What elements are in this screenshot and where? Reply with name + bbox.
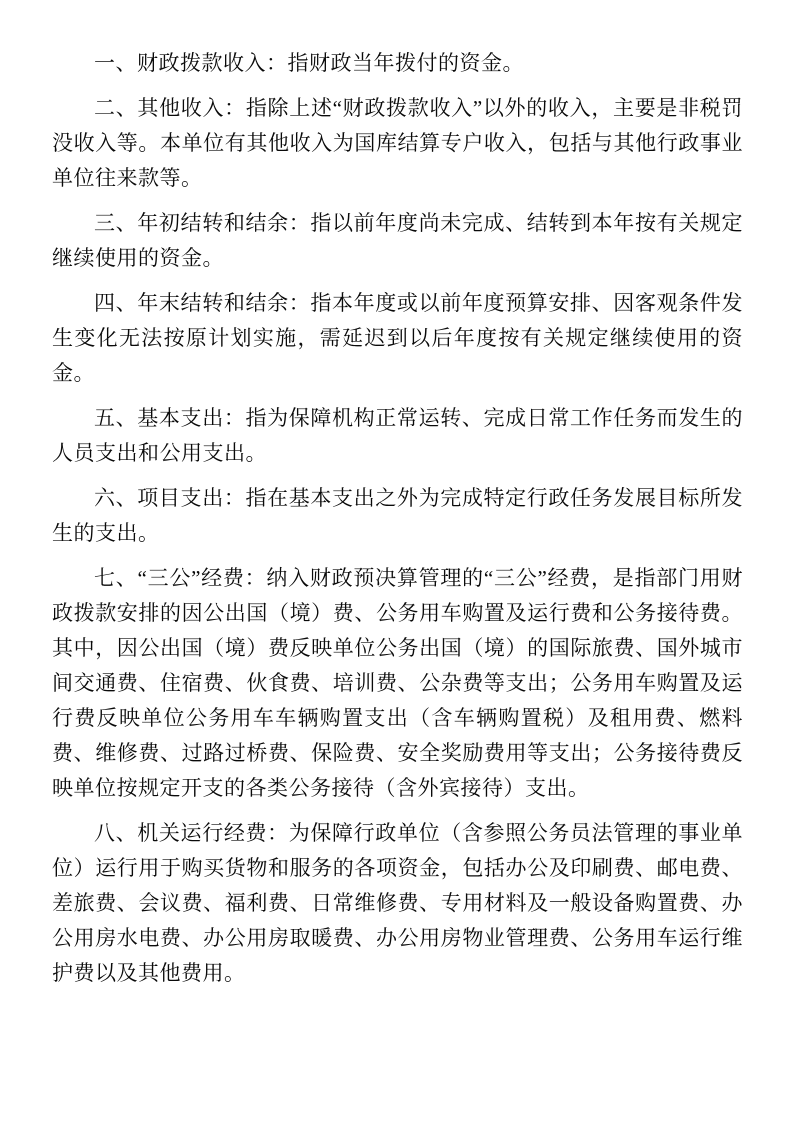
paragraph-agency-operating-funds: 八、机关运行经费：为保障行政单位（含参照公务员法管理的事业单位）运行用于购买货物和服务的各项资金，包括办公及印刷费、邮电费、差旅费、会议费、福利费、日常维修费、专用材料及一般设备购置费、办公用房水电费、办公用房取暖费、办公用房物业管理费、公务用车运行维护费以及其他费用。 <box>52 821 743 985</box>
paragraph-project-expenditure: 六、项目支出：指在基本支出之外为完成特定行政任务发展目标所发生的支出。 <box>52 486 743 545</box>
paragraph-carryover-beginning-of-year: 三、年初结转和结余：指以前年度尚未完成、结转到本年按有关规定继续使用的资金。 <box>52 211 743 270</box>
paragraph-fiscal-appropriation-income: 一、财政拨款收入：指财政当年拨付的资金。 <box>94 51 524 75</box>
paragraph-three-public-funds: 七、“三公”经费：纳入财政预决算管理的“三公”经费，是指部门用财政拨款安排的因公出国（境）费、公务用车购置及运行费和公务接待费。其中，因公出国（境）费反映单位公务出国（境）的国际旅费、国外城市间交通费、住宿费、伙食费、培训费、公杂费等支出；公务用车购置及运行费反映单位公务用车车辆购置支出（含车辆购置税）及租用费、燃料费、维修费、过路过桥费、保险费、安全奖励费用等支出；公务接待费反映单位按规定开支的各类公务接待（含外宾接待）支出。 <box>52 566 743 800</box>
paragraph-other-income: 二、其他收入：指除上述“财政拨款收入”以外的收入，主要是非税罚没收入等。本单位有其他收入为国库结算专户收入，包括与其他行政事业单位往来款等。 <box>52 96 743 190</box>
paragraph-basic-expenditure: 五、基本支出：指为保障机构正常运转、完成日常工作任务而发生的人员支出和公用支出。 <box>52 406 743 465</box>
paragraph-carryover-end-of-year: 四、年末结转和结余：指本年度或以前年度预算安排、因客观条件发生变化无法按原计划实施，需延迟到以后年度按有关规定继续使用的资金。 <box>52 291 743 385</box>
